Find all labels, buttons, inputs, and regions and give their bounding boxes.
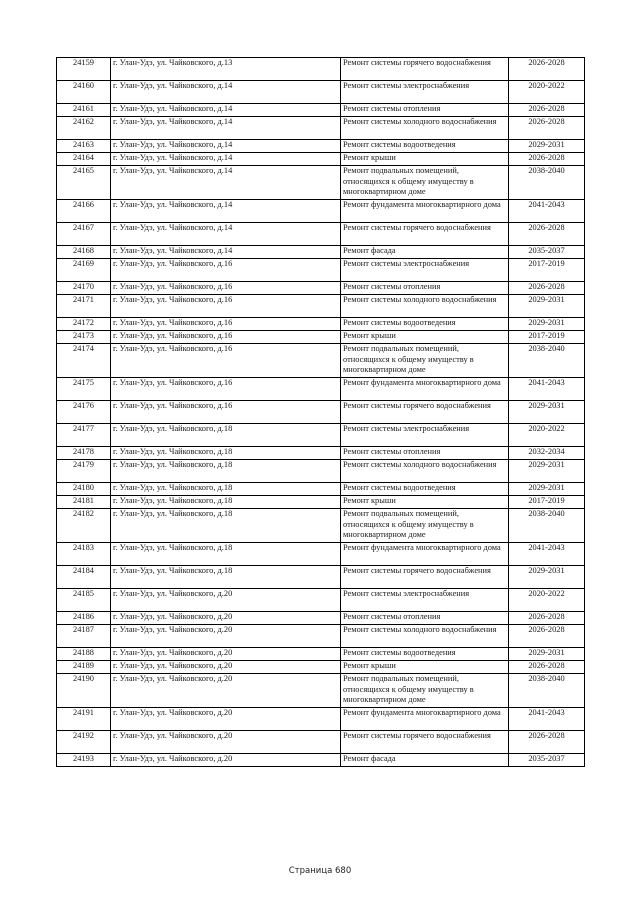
row-number: 24181 bbox=[57, 496, 111, 509]
table-row bbox=[57, 344, 585, 378]
address-cell: г. Улан-Удэ, ул. Чайковского, д.20 bbox=[111, 674, 341, 708]
period-cell: 2038-2040 bbox=[509, 674, 585, 708]
work-type-cell: Ремонт системы водоотведения bbox=[341, 140, 509, 153]
table-row bbox=[57, 460, 585, 483]
work-type-cell: Ремонт крыши bbox=[341, 496, 509, 509]
period-cell: 2029-2031 bbox=[509, 648, 585, 661]
address-cell: г. Улан-Удэ, ул. Чайковского, д.14 bbox=[111, 246, 341, 259]
work-type-cell: Ремонт системы электроснабжения bbox=[341, 259, 509, 282]
address-cell: г. Улан-Удэ, ул. Чайковского, д.16 bbox=[111, 282, 341, 295]
row-number: 24182 bbox=[57, 509, 111, 543]
table-row bbox=[57, 708, 585, 731]
address-cell: г. Улан-Удэ, ул. Чайковского, д.16 bbox=[111, 331, 341, 344]
period-cell: 2026-2028 bbox=[509, 282, 585, 295]
table-row bbox=[57, 424, 585, 447]
period-cell: 2035-2037 bbox=[509, 754, 585, 767]
row-number: 24163 bbox=[57, 140, 111, 153]
period-cell: 2026-2028 bbox=[509, 731, 585, 754]
row-number: 24180 bbox=[57, 483, 111, 496]
work-type-cell: Ремонт системы горячего водоснабжения bbox=[341, 566, 509, 589]
address-cell: г. Улан-Удэ, ул. Чайковского, д.18 bbox=[111, 460, 341, 483]
page-number: Страница 680 bbox=[288, 866, 352, 876]
period-cell: 2026-2028 bbox=[509, 58, 585, 81]
row-number: 24170 bbox=[57, 282, 111, 295]
period-cell: 2038-2040 bbox=[509, 166, 585, 200]
period-cell: 2026-2028 bbox=[509, 612, 585, 625]
repair-schedule-table bbox=[56, 57, 585, 767]
table-row bbox=[57, 674, 585, 708]
period-cell: 2026-2028 bbox=[509, 153, 585, 166]
table-row bbox=[57, 543, 585, 566]
period-cell: 2020-2022 bbox=[509, 589, 585, 612]
table-row bbox=[57, 754, 585, 767]
address-cell: г. Улан-Удэ, ул. Чайковского, д.20 bbox=[111, 589, 341, 612]
address-cell: г. Улан-Удэ, ул. Чайковского, д.16 bbox=[111, 378, 341, 401]
row-number: 24160 bbox=[57, 81, 111, 104]
work-type-cell: Ремонт системы водоотведения bbox=[341, 648, 509, 661]
address-cell: г. Улан-Удэ, ул. Чайковского, д.20 bbox=[111, 648, 341, 661]
row-number: 24169 bbox=[57, 259, 111, 282]
address-cell: г. Улан-Удэ, ул. Чайковского, д.16 bbox=[111, 295, 341, 318]
table-row bbox=[57, 331, 585, 344]
work-type-cell: Ремонт фундамента многоквартирного дома bbox=[341, 378, 509, 401]
period-cell: 2038-2040 bbox=[509, 344, 585, 378]
table-row bbox=[57, 509, 585, 543]
period-cell: 2026-2028 bbox=[509, 625, 585, 648]
work-type-cell: Ремонт системы электроснабжения bbox=[341, 81, 509, 104]
row-number: 24178 bbox=[57, 447, 111, 460]
table-row bbox=[57, 447, 585, 460]
period-cell: 2017-2019 bbox=[509, 496, 585, 509]
period-cell: 2029-2031 bbox=[509, 295, 585, 318]
address-cell: г. Улан-Удэ, ул. Чайковского, д.18 bbox=[111, 566, 341, 589]
row-number: 24164 bbox=[57, 153, 111, 166]
address-cell: г. Улан-Удэ, ул. Чайковского, д.14 bbox=[111, 200, 341, 223]
row-number: 24193 bbox=[57, 754, 111, 767]
period-cell: 2029-2031 bbox=[509, 140, 585, 153]
address-cell: г. Улан-Удэ, ул. Чайковского, д.20 bbox=[111, 661, 341, 674]
period-cell: 2026-2028 bbox=[509, 223, 585, 246]
row-number: 24185 bbox=[57, 589, 111, 612]
row-number: 24175 bbox=[57, 378, 111, 401]
row-number: 24177 bbox=[57, 424, 111, 447]
work-type-cell: Ремонт системы отопления bbox=[341, 282, 509, 295]
row-number: 24173 bbox=[57, 331, 111, 344]
period-cell: 2017-2019 bbox=[509, 259, 585, 282]
work-type-cell: Ремонт подвальных помещений, относящихся к общему имуществу в многоквартирном доме bbox=[341, 344, 509, 378]
work-type-cell: Ремонт системы водоотведения bbox=[341, 318, 509, 331]
address-cell: г. Улан-Удэ, ул. Чайковского, д.18 bbox=[111, 447, 341, 460]
row-number: 24192 bbox=[57, 731, 111, 754]
period-cell: 2038-2040 bbox=[509, 509, 585, 543]
table-row bbox=[57, 589, 585, 612]
address-cell: г. Улан-Удэ, ул. Чайковского, д.14 bbox=[111, 166, 341, 200]
address-cell: г. Улан-Удэ, ул. Чайковского, д.20 bbox=[111, 625, 341, 648]
table-row bbox=[57, 153, 585, 166]
address-cell: г. Улан-Удэ, ул. Чайковского, д.20 bbox=[111, 708, 341, 731]
period-cell: 2026-2028 bbox=[509, 117, 585, 140]
address-cell: г. Улан-Удэ, ул. Чайковского, д.18 bbox=[111, 509, 341, 543]
table-row bbox=[57, 223, 585, 246]
period-cell: 2041-2043 bbox=[509, 708, 585, 731]
period-cell: 2020-2022 bbox=[509, 424, 585, 447]
work-type-cell: Ремонт системы холодного водоснабжения bbox=[341, 460, 509, 483]
row-number: 24188 bbox=[57, 648, 111, 661]
work-type-cell: Ремонт подвальных помещений, относящихся к общему имуществу в многоквартирном доме bbox=[341, 509, 509, 543]
address-cell: г. Улан-Удэ, ул. Чайковского, д.18 bbox=[111, 496, 341, 509]
address-cell: г. Улан-Удэ, ул. Чайковского, д.18 bbox=[111, 424, 341, 447]
row-number: 24174 bbox=[57, 344, 111, 378]
period-cell: 2035-2037 bbox=[509, 246, 585, 259]
work-type-cell: Ремонт подвальных помещений, относящихся к общему имуществу в многоквартирном доме bbox=[341, 674, 509, 708]
period-cell: 2029-2031 bbox=[509, 483, 585, 496]
row-number: 24184 bbox=[57, 566, 111, 589]
table-row bbox=[57, 483, 585, 496]
period-cell: 2029-2031 bbox=[509, 401, 585, 424]
row-number: 24171 bbox=[57, 295, 111, 318]
address-cell: г. Улан-Удэ, ул. Чайковского, д.16 bbox=[111, 318, 341, 331]
table-row bbox=[57, 566, 585, 589]
table-row bbox=[57, 246, 585, 259]
address-cell: г. Улан-Удэ, ул. Чайковского, д.16 bbox=[111, 259, 341, 282]
table-row bbox=[57, 58, 585, 81]
row-number: 24165 bbox=[57, 166, 111, 200]
work-type-cell: Ремонт крыши bbox=[341, 661, 509, 674]
address-cell: г. Улан-Удэ, ул. Чайковского, д.14 bbox=[111, 104, 341, 117]
row-number: 24189 bbox=[57, 661, 111, 674]
table-row bbox=[57, 81, 585, 104]
row-number: 24183 bbox=[57, 543, 111, 566]
table-row bbox=[57, 496, 585, 509]
table-row bbox=[57, 318, 585, 331]
row-number: 24179 bbox=[57, 460, 111, 483]
work-type-cell: Ремонт системы горячего водоснабжения bbox=[341, 223, 509, 246]
work-type-cell: Ремонт фундамента многоквартирного дома bbox=[341, 708, 509, 731]
period-cell: 2017-2019 bbox=[509, 331, 585, 344]
address-cell: г. Улан-Удэ, ул. Чайковского, д.14 bbox=[111, 223, 341, 246]
table-row bbox=[57, 612, 585, 625]
row-number: 24187 bbox=[57, 625, 111, 648]
work-type-cell: Ремонт крыши bbox=[341, 331, 509, 344]
row-number: 24176 bbox=[57, 401, 111, 424]
row-number: 24168 bbox=[57, 246, 111, 259]
work-type-cell: Ремонт системы отопления bbox=[341, 104, 509, 117]
table-row bbox=[57, 140, 585, 153]
table-row bbox=[57, 259, 585, 282]
table-row bbox=[57, 731, 585, 754]
work-type-cell: Ремонт системы холодного водоснабжения bbox=[341, 295, 509, 318]
row-number: 24159 bbox=[57, 58, 111, 81]
work-type-cell: Ремонт системы водоотведения bbox=[341, 483, 509, 496]
address-cell: г. Улан-Удэ, ул. Чайковского, д.18 bbox=[111, 483, 341, 496]
table-body bbox=[57, 58, 585, 767]
work-type-cell: Ремонт системы горячего водоснабжения bbox=[341, 401, 509, 424]
table-row bbox=[57, 166, 585, 200]
period-cell: 2032-2034 bbox=[509, 447, 585, 460]
table-row bbox=[57, 117, 585, 140]
period-cell: 2026-2028 bbox=[509, 104, 585, 117]
work-type-cell: Ремонт фасада bbox=[341, 246, 509, 259]
period-cell: 2041-2043 bbox=[509, 543, 585, 566]
work-type-cell: Ремонт системы холодного водоснабжения bbox=[341, 625, 509, 648]
row-number: 24162 bbox=[57, 117, 111, 140]
row-number: 24190 bbox=[57, 674, 111, 708]
table-row bbox=[57, 625, 585, 648]
work-type-cell: Ремонт фундамента многоквартирного дома bbox=[341, 543, 509, 566]
address-cell: г. Улан-Удэ, ул. Чайковского, д.20 bbox=[111, 754, 341, 767]
table-row bbox=[57, 295, 585, 318]
work-type-cell: Ремонт системы электроснабжения bbox=[341, 589, 509, 612]
work-type-cell: Ремонт фундамента многоквартирного дома bbox=[341, 200, 509, 223]
table-row bbox=[57, 104, 585, 117]
address-cell: г. Улан-Удэ, ул. Чайковского, д.20 bbox=[111, 731, 341, 754]
period-cell: 2041-2043 bbox=[509, 378, 585, 401]
row-number: 24186 bbox=[57, 612, 111, 625]
row-number: 24161 bbox=[57, 104, 111, 117]
work-type-cell: Ремонт системы горячего водоснабжения bbox=[341, 731, 509, 754]
table-row bbox=[57, 282, 585, 295]
period-cell: 2029-2031 bbox=[509, 566, 585, 589]
row-number: 24166 bbox=[57, 200, 111, 223]
address-cell: г. Улан-Удэ, ул. Чайковского, д.14 bbox=[111, 140, 341, 153]
address-cell: г. Улан-Удэ, ул. Чайковского, д.16 bbox=[111, 401, 341, 424]
address-cell: г. Улан-Удэ, ул. Чайковского, д.20 bbox=[111, 612, 341, 625]
address-cell: г. Улан-Удэ, ул. Чайковского, д.18 bbox=[111, 543, 341, 566]
work-type-cell: Ремонт крыши bbox=[341, 153, 509, 166]
period-cell: 2020-2022 bbox=[509, 81, 585, 104]
work-type-cell: Ремонт системы отопления bbox=[341, 612, 509, 625]
period-cell: 2026-2028 bbox=[509, 661, 585, 674]
table-row bbox=[57, 648, 585, 661]
address-cell: г. Улан-Удэ, ул. Чайковского, д.13 bbox=[111, 58, 341, 81]
work-type-cell: Ремонт подвальных помещений, относящихся к общему имуществу в многоквартирном доме bbox=[341, 166, 509, 200]
work-type-cell: Ремонт системы электроснабжения bbox=[341, 424, 509, 447]
row-number: 24191 bbox=[57, 708, 111, 731]
work-type-cell: Ремонт фасада bbox=[341, 754, 509, 767]
period-cell: 2029-2031 bbox=[509, 460, 585, 483]
address-cell: г. Улан-Удэ, ул. Чайковского, д.14 bbox=[111, 153, 341, 166]
table-row bbox=[57, 661, 585, 674]
work-type-cell: Ремонт системы холодного водоснабжения bbox=[341, 117, 509, 140]
address-cell: г. Улан-Удэ, ул. Чайковского, д.16 bbox=[111, 344, 341, 378]
period-cell: 2029-2031 bbox=[509, 318, 585, 331]
row-number: 24172 bbox=[57, 318, 111, 331]
row-number: 24167 bbox=[57, 223, 111, 246]
table-row bbox=[57, 378, 585, 401]
table-row bbox=[57, 200, 585, 223]
period-cell: 2041-2043 bbox=[509, 200, 585, 223]
work-type-cell: Ремонт системы отопления bbox=[341, 447, 509, 460]
address-cell: г. Улан-Удэ, ул. Чайковского, д.14 bbox=[111, 81, 341, 104]
address-cell: г. Улан-Удэ, ул. Чайковского, д.14 bbox=[111, 117, 341, 140]
work-type-cell: Ремонт системы горячего водоснабжения bbox=[341, 58, 509, 81]
table-row bbox=[57, 401, 585, 424]
